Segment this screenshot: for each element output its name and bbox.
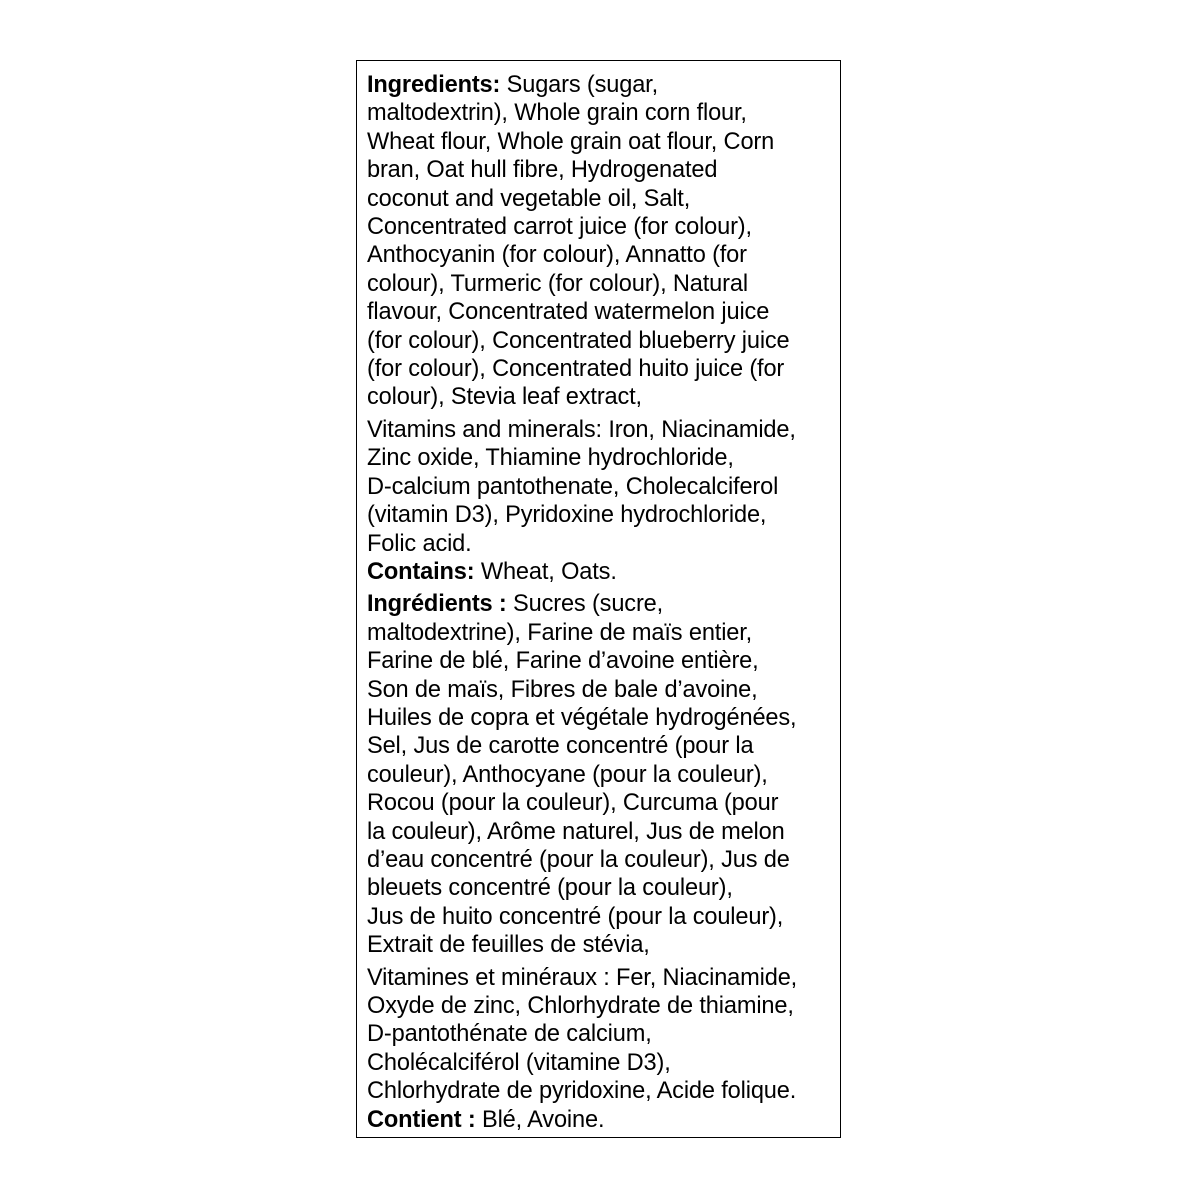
french-vitamins-paragraph: Vitamines et minéraux : Fer, Niacinamide, Oxyde de zinc, Chlorhydrate de thiamine, D-pantothénate de calcium, Cholécalciférol (vitamine D3), Chlorhydrate de pyridoxine, Acide folique. — [367, 964, 798, 1105]
english-ingredients-text: Sugars (sugar, maltodextrin), Whole grain corn flour, Wheat flour, Whole grain oat flour, Corn bran, Oat hull fibre, Hydrogenated coconut and vegetable oil, Salt, Concentrated carrot juice (for colour), Anthocyanin (for colour), Annatto (for colour), Turmeric (for colour), Natural flavour, Concentrated watermelon juice (for colour), Concentrated blueberry juice (for colour), Concentrated huito juice (for colour), Stevia leaf extract, — [367, 72, 790, 411]
english-contains-heading: Contains: — [367, 558, 475, 585]
english-ingredients-paragraph — [367, 71, 832, 412]
english-contains-text: Wheat, Oats. — [474, 558, 617, 585]
english-contains-paragraph — [367, 558, 832, 586]
english-vitamins-paragraph: Vitamins and minerals: Iron, Niacinamide, Zinc oxide, Thiamine hydrochloride, D-calcium pantothenate, Cholecalciferol (vitamin D3), Pyridoxine hydrochloride, Folic acid. — [367, 416, 796, 557]
french-contains-paragraph — [367, 1106, 832, 1134]
french-ingredients-paragraph — [367, 590, 832, 959]
french-contains-text: Blé, Avoine. — [475, 1106, 605, 1133]
ingredients-label-panel — [356, 60, 841, 1138]
english-ingredients-heading: Ingredients: — [367, 72, 501, 98]
french-contains-heading: Contient : — [367, 1106, 476, 1133]
french-ingredients-text: Sucres (sucre, maltodextrine), Farine de maïs entier, Farine de blé, Farine d’avoine entière, Son de maïs, Fibres de bale d’avoine, Huiles de copra et végétale hydrogénées, Sel, Jus de carotte concentré (pour la couleur), Anthocyane (pour la couleur), Rocou (pour la couleur), Curcuma (pour la couleur), Arôme naturel, Jus de melon d’eau concentré (pour la couleur), Jus de bleuets concentré (pour la couleur), Jus de huito concentré (pour la couleur), Extrait de feuilles de stévia, — [367, 591, 797, 959]
french-ingredients-heading: Ingrédients : — [367, 591, 507, 618]
